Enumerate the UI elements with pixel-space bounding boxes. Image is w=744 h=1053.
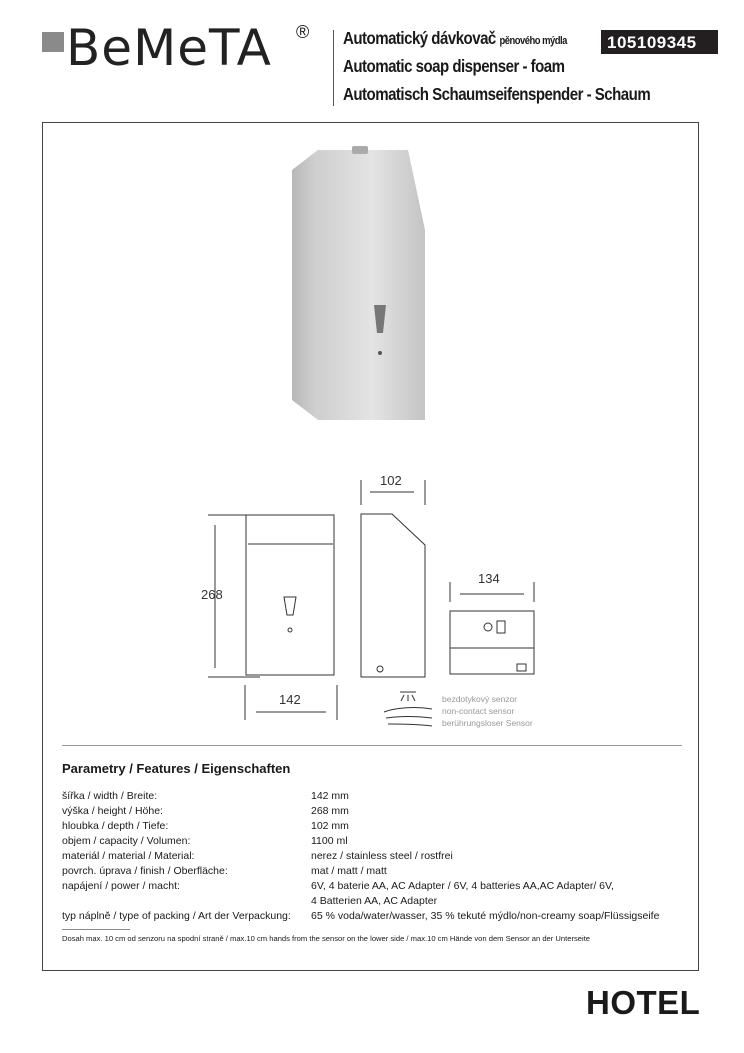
feature-value: 142 mm: [311, 790, 349, 802]
feature-value: 102 mm: [311, 820, 349, 832]
feature-value: 6V, 4 baterie AA, AC Adapter / 6V, 4 batteries AA,AC Adapter/ 6V,: [311, 880, 614, 892]
feature-label: objem / capacity / Volumen:: [62, 835, 191, 847]
bottom-view-drawing: [450, 582, 534, 674]
product-photo: [292, 146, 425, 420]
feature-label: napájení / power / macht:: [62, 880, 180, 892]
registered-mark: ®: [296, 22, 310, 42]
product-code: 105109345: [601, 30, 718, 54]
footnote-rule: [62, 929, 130, 930]
title-en: Automatic soap dispenser - foam: [343, 56, 565, 76]
feature-value: 1100 ml: [311, 835, 348, 847]
section-divider: [62, 745, 682, 746]
feature-value-continued: 4 Batterien AA, AC Adapter: [311, 895, 438, 907]
title-cz-small: pěnového mýdla: [499, 35, 567, 47]
feature-value: nerez / stainless steel / rostfrei: [311, 850, 453, 862]
depth-dimension: 102: [380, 473, 402, 488]
sensor-label-cz: bezdotykový senzor: [442, 694, 518, 704]
feature-label: povrch. úprava / finish / Oberfläche:: [62, 865, 228, 877]
feature-label: výška / height / Höhe:: [62, 805, 163, 817]
title-cz-main: Automatický dávkovač: [343, 28, 496, 48]
feature-label: šířka / width / Breite:: [62, 790, 158, 802]
title-de: Automatisch Schaumseifenspender - Schaum: [343, 84, 651, 104]
bottom-width-dimension: 134: [478, 571, 500, 586]
features-title: Parametry / Features / Eigenschaften: [62, 761, 291, 776]
feature-label: typ náplně / type of packing / Art der Verpackung:: [62, 910, 291, 922]
front-view-drawing: [208, 515, 337, 720]
feature-value: mat / matt / matt: [311, 865, 387, 877]
feature-value: 65 % voda/water/wasser, 35 % tekuté mýdlo/non-creamy soap/Flüssigseife: [311, 910, 660, 922]
footnote: Dosah max. 10 cm od senzoru na spodní straně / max.10 cm hands from the sensor on the lower side / max.10 cm Hände von dem Sensor an der Unterseite: [62, 934, 591, 943]
width-dimension: 142: [279, 692, 301, 707]
feature-label: materiál / material / Material:: [62, 850, 195, 862]
brand-logo: BeMeTA: [66, 19, 272, 77]
category-label: HOTEL: [586, 984, 701, 1021]
side-view-drawing: [361, 480, 432, 726]
sensor-label-de: berührungsloser Sensor: [442, 718, 533, 728]
height-dimension: 268: [201, 587, 223, 602]
feature-label: hloubka / depth / Tiefe:: [62, 820, 169, 832]
sensor-label-en: non-contact sensor: [442, 706, 515, 716]
feature-value: 268 mm: [311, 805, 349, 817]
